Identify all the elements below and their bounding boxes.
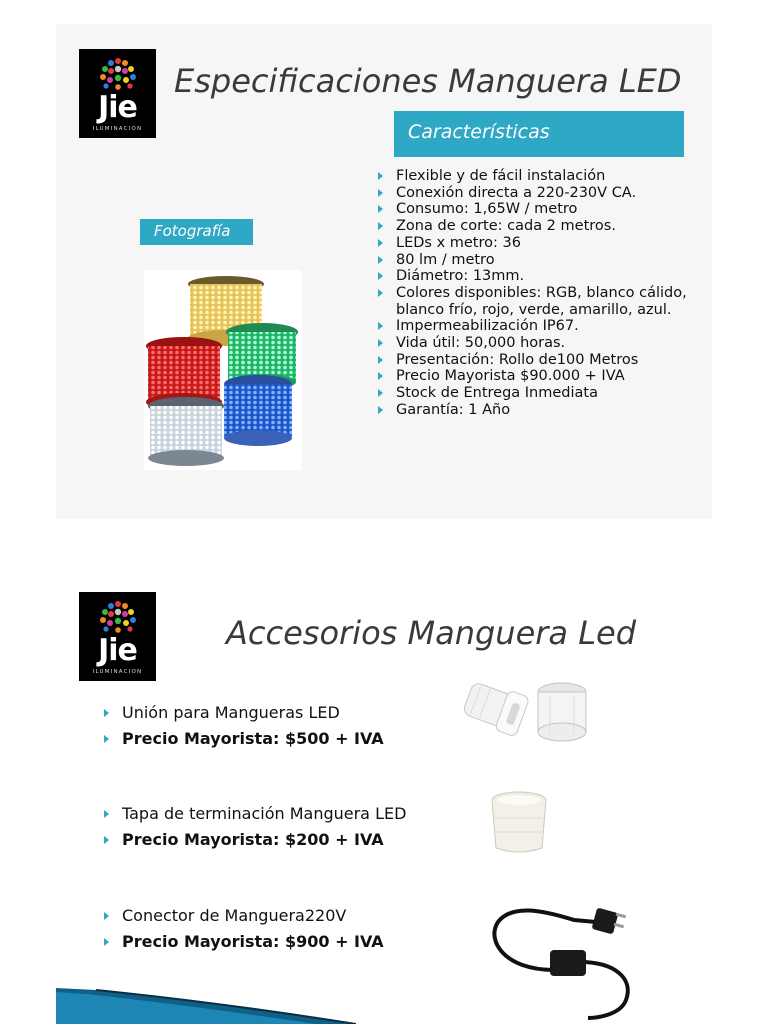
slide-especificaciones: [56, 24, 712, 519]
accessory-name: Conector de Manguera220V: [100, 903, 384, 929]
accessory-name: Unión para Mangueras LED: [100, 700, 384, 726]
spec-item: Zona de corte: cada 2 metros.: [376, 218, 696, 235]
bullet-icon: [378, 322, 383, 330]
bullet-icon: [378, 372, 383, 380]
spec-item: Colores disponibles: RGB, blanco cálido, blanco frío, rojo, verde, amarillo, azul.: [376, 285, 696, 318]
accessory-name: Tapa de terminación Manguera LED: [100, 801, 406, 827]
decorative-wave: [56, 982, 356, 1024]
bullet-icon: [378, 272, 383, 280]
bullet-icon: [378, 222, 383, 230]
accessory-price: Precio Mayorista: $500 + IVA: [100, 726, 384, 752]
logo-subtitle: ILUMINACION: [92, 669, 143, 675]
accessory-union: [100, 700, 384, 752]
accessory-connector: [100, 903, 384, 955]
spec-item: LEDs x metro: 36: [376, 235, 696, 252]
connector-cable-photo: [484, 900, 636, 1020]
bullet-icon: [104, 810, 109, 818]
bullet-icon: [104, 938, 109, 946]
spec-item: 80 lm / metro: [376, 252, 696, 269]
spec-item: Flexible y de fácil instalación: [376, 168, 696, 185]
company-logo: [79, 49, 156, 138]
spec-item: Presentación: Rollo de100 Metros: [376, 352, 696, 369]
bullet-icon: [378, 189, 383, 197]
bullet-icon: [378, 356, 383, 364]
fotografia-heading: Fotografía: [140, 219, 253, 245]
slide-accesorios: [56, 576, 712, 1024]
spec-item: Impermeabilización IP67.: [376, 318, 696, 335]
end-cap-photo: [488, 790, 550, 856]
bullet-icon: [378, 172, 383, 180]
union-connector-photo: [458, 674, 594, 748]
page-title: Especificaciones Manguera LED: [174, 62, 682, 100]
bullet-icon: [104, 735, 109, 743]
bullet-icon: [104, 836, 109, 844]
bullet-icon: [378, 205, 383, 213]
bullet-icon: [378, 406, 383, 414]
bullet-icon: [378, 389, 383, 397]
page-title: Accesorios Manguera Led: [226, 614, 637, 652]
spec-item: Precio Mayorista $90.000 + IVA: [376, 368, 696, 385]
logo-word: Jie: [98, 633, 137, 668]
specifications-list: [376, 168, 696, 419]
spec-item: Conexión directa a 220-230V CA.: [376, 185, 696, 202]
spec-item: Stock de Entrega Inmediata: [376, 385, 696, 402]
logo-word: Jie: [98, 90, 137, 125]
accessory-price: Precio Mayorista: $200 + IVA: [100, 827, 406, 853]
spec-item: Consumo: 1,65W / metro: [376, 201, 696, 218]
bullet-icon: [104, 912, 109, 920]
bullet-icon: [104, 709, 109, 717]
bullet-icon: [378, 289, 383, 297]
spec-item: Vida útil: 50,000 horas.: [376, 335, 696, 352]
accessory-end-cap: [100, 801, 406, 853]
accessory-price: Precio Mayorista: $900 + IVA: [100, 929, 384, 955]
bullet-icon: [378, 239, 383, 247]
bullet-icon: [378, 256, 383, 264]
caracteristicas-heading: Características: [394, 111, 684, 157]
spec-item: Diámetro: 13mm.: [376, 268, 696, 285]
bullet-icon: [378, 339, 383, 347]
spec-item: Garantía: 1 Año: [376, 402, 696, 419]
led-hose-reels-photo: [144, 270, 302, 470]
company-logo: [79, 592, 156, 681]
logo-subtitle: ILUMINACION: [92, 126, 143, 132]
